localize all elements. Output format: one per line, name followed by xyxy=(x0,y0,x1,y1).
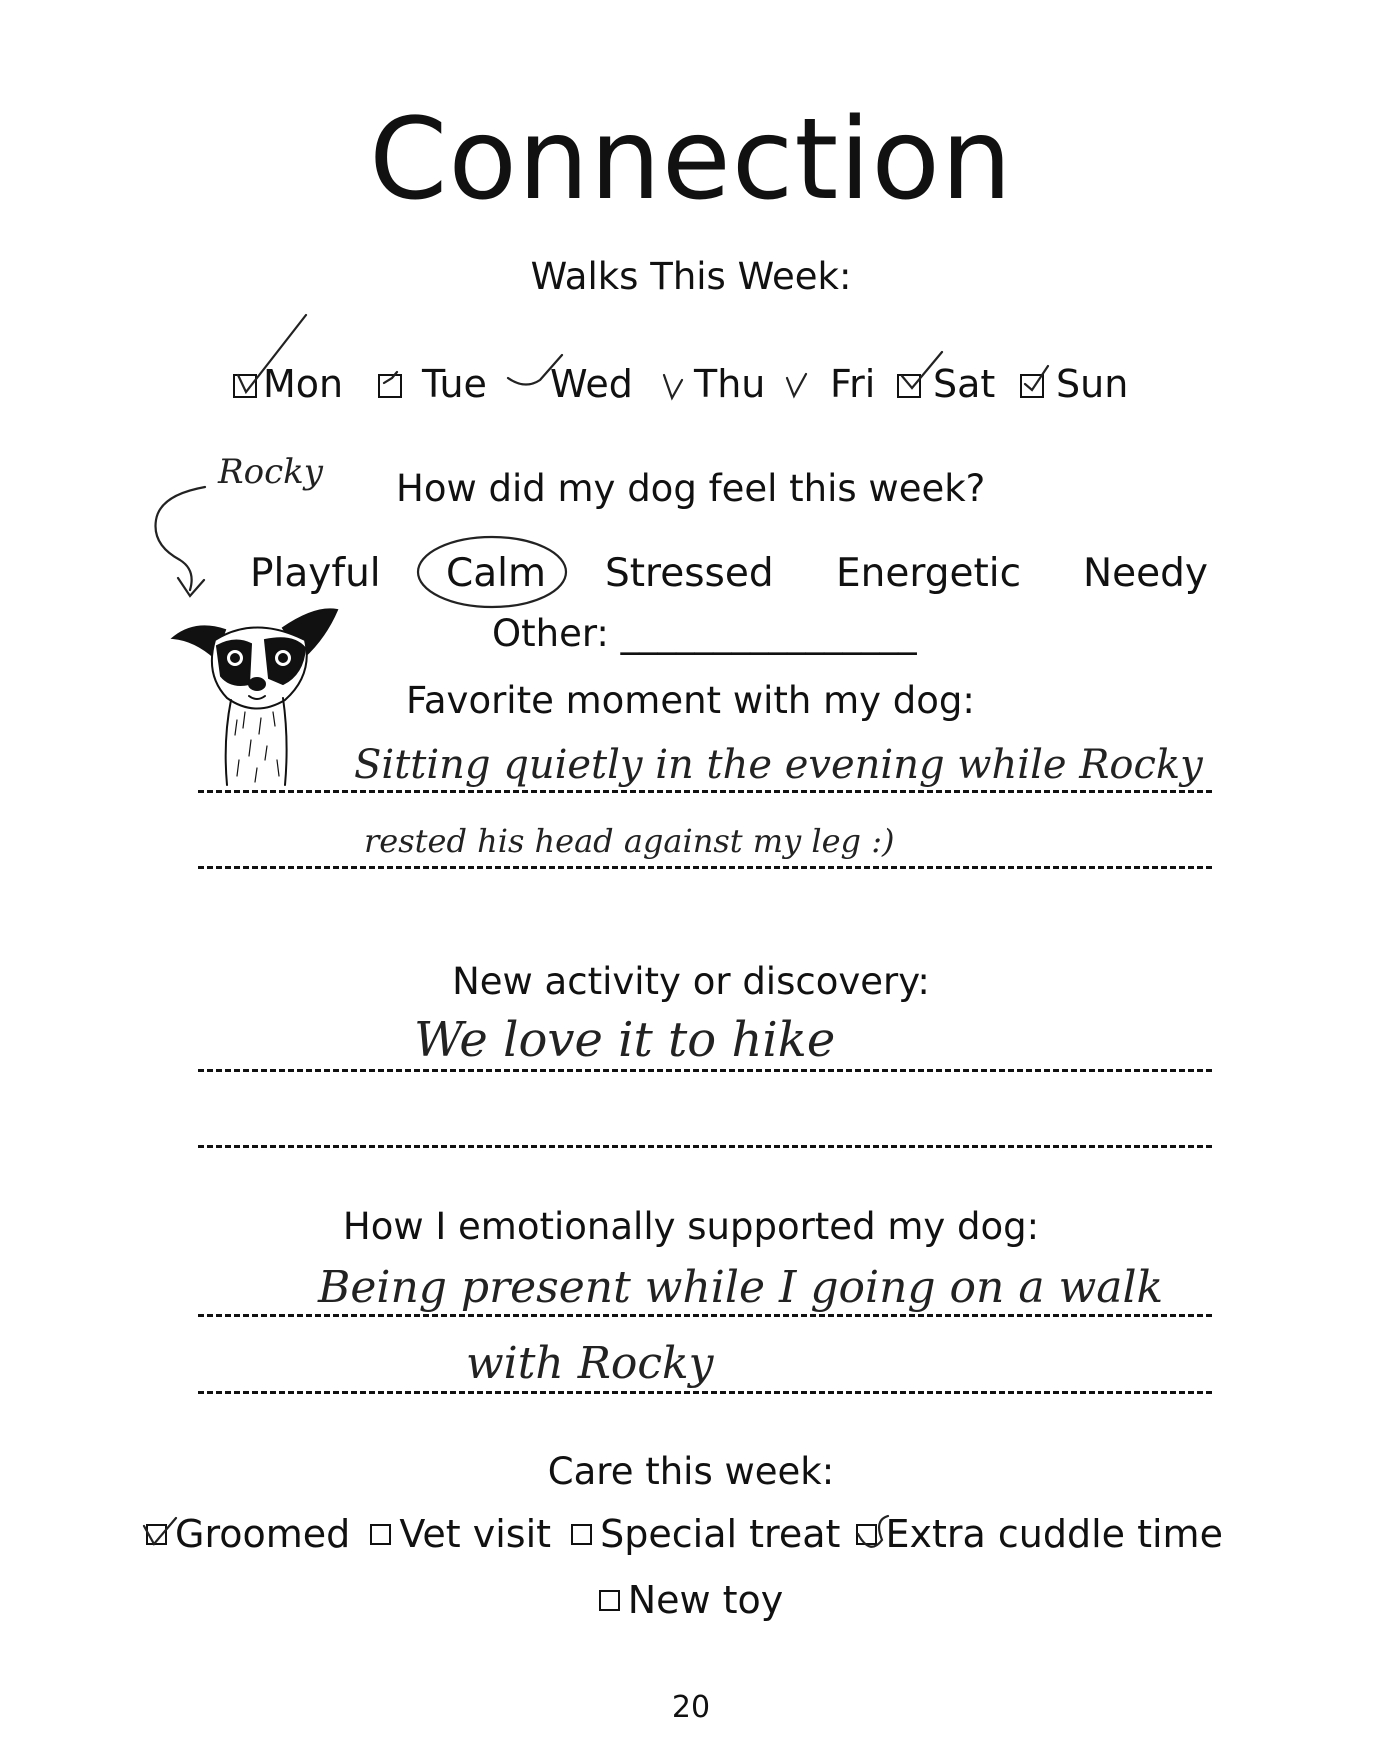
mood-needy[interactable]: Needy xyxy=(1083,551,1208,596)
favorite-line-2[interactable] xyxy=(198,866,1212,869)
activity-line-2[interactable] xyxy=(198,1145,1212,1148)
other-field[interactable]: Other: ________________ xyxy=(492,612,917,655)
page-number: 20 xyxy=(671,1690,711,1725)
day-fri[interactable]: Fri xyxy=(830,362,876,406)
feel-annotations xyxy=(0,0,1382,620)
day-tue[interactable]: Tue xyxy=(378,362,487,406)
activity-line-1[interactable] xyxy=(198,1069,1212,1072)
checkbox-new-toy[interactable] xyxy=(599,1590,620,1611)
mood-energetic[interactable]: Energetic xyxy=(836,551,1022,596)
care-groomed[interactable]: Groomed xyxy=(146,1512,350,1556)
check-extra-cuddle xyxy=(858,1516,888,1547)
check-groomed xyxy=(144,1518,176,1544)
favorite-heading: Favorite moment with my dog: xyxy=(406,679,975,722)
page-title: Connection xyxy=(369,95,1013,225)
favorite-handwriting-2: rested his head against my leg :) xyxy=(364,822,895,860)
arrow-icon xyxy=(156,487,206,596)
care-new-toy[interactable]: New toy xyxy=(0,1578,1382,1622)
support-handwriting-1: Being present while I going on a walk xyxy=(318,1262,1164,1313)
support-line-1[interactable] xyxy=(198,1314,1212,1317)
day-wed[interactable]: Wed xyxy=(550,362,633,406)
activity-handwriting-1: We love it to hike xyxy=(414,1012,836,1068)
favorite-line-1[interactable] xyxy=(198,790,1212,793)
care-vet-visit[interactable]: Vet visit xyxy=(370,1512,551,1556)
mood-playful[interactable]: Playful xyxy=(250,551,381,596)
support-heading: How I emotionally supported my dog: xyxy=(342,1205,1040,1248)
care-checkmarks xyxy=(0,1500,1382,1580)
mood-calm[interactable]: Calm xyxy=(446,551,546,596)
calm-circle xyxy=(418,537,566,607)
day-sat[interactable]: Sat xyxy=(897,362,995,406)
day-thu[interactable]: Thu xyxy=(694,362,766,406)
support-handwriting-2: with Rocky xyxy=(466,1338,714,1389)
walks-heading: Walks This Week: xyxy=(530,255,852,298)
mood-stressed[interactable]: Stressed xyxy=(605,551,774,596)
dog-illustration xyxy=(165,600,355,790)
care-extra-cuddle[interactable]: Extra cuddle time xyxy=(856,1512,1222,1556)
annotation-rocky: Rocky xyxy=(218,452,323,492)
care-special-treat[interactable]: Special treat xyxy=(571,1512,840,1556)
day-sun[interactable]: Sun xyxy=(1020,362,1128,406)
care-heading: Care this week: xyxy=(547,1450,835,1493)
support-line-2[interactable] xyxy=(198,1391,1212,1394)
favorite-handwriting-1: Sitting quietly in the evening while Rocky xyxy=(354,742,1203,788)
activity-heading: New activity or discovery: xyxy=(452,960,930,1003)
feel-heading: How did my dog feel this week? xyxy=(396,467,986,510)
day-mon[interactable]: Mon xyxy=(233,362,343,406)
